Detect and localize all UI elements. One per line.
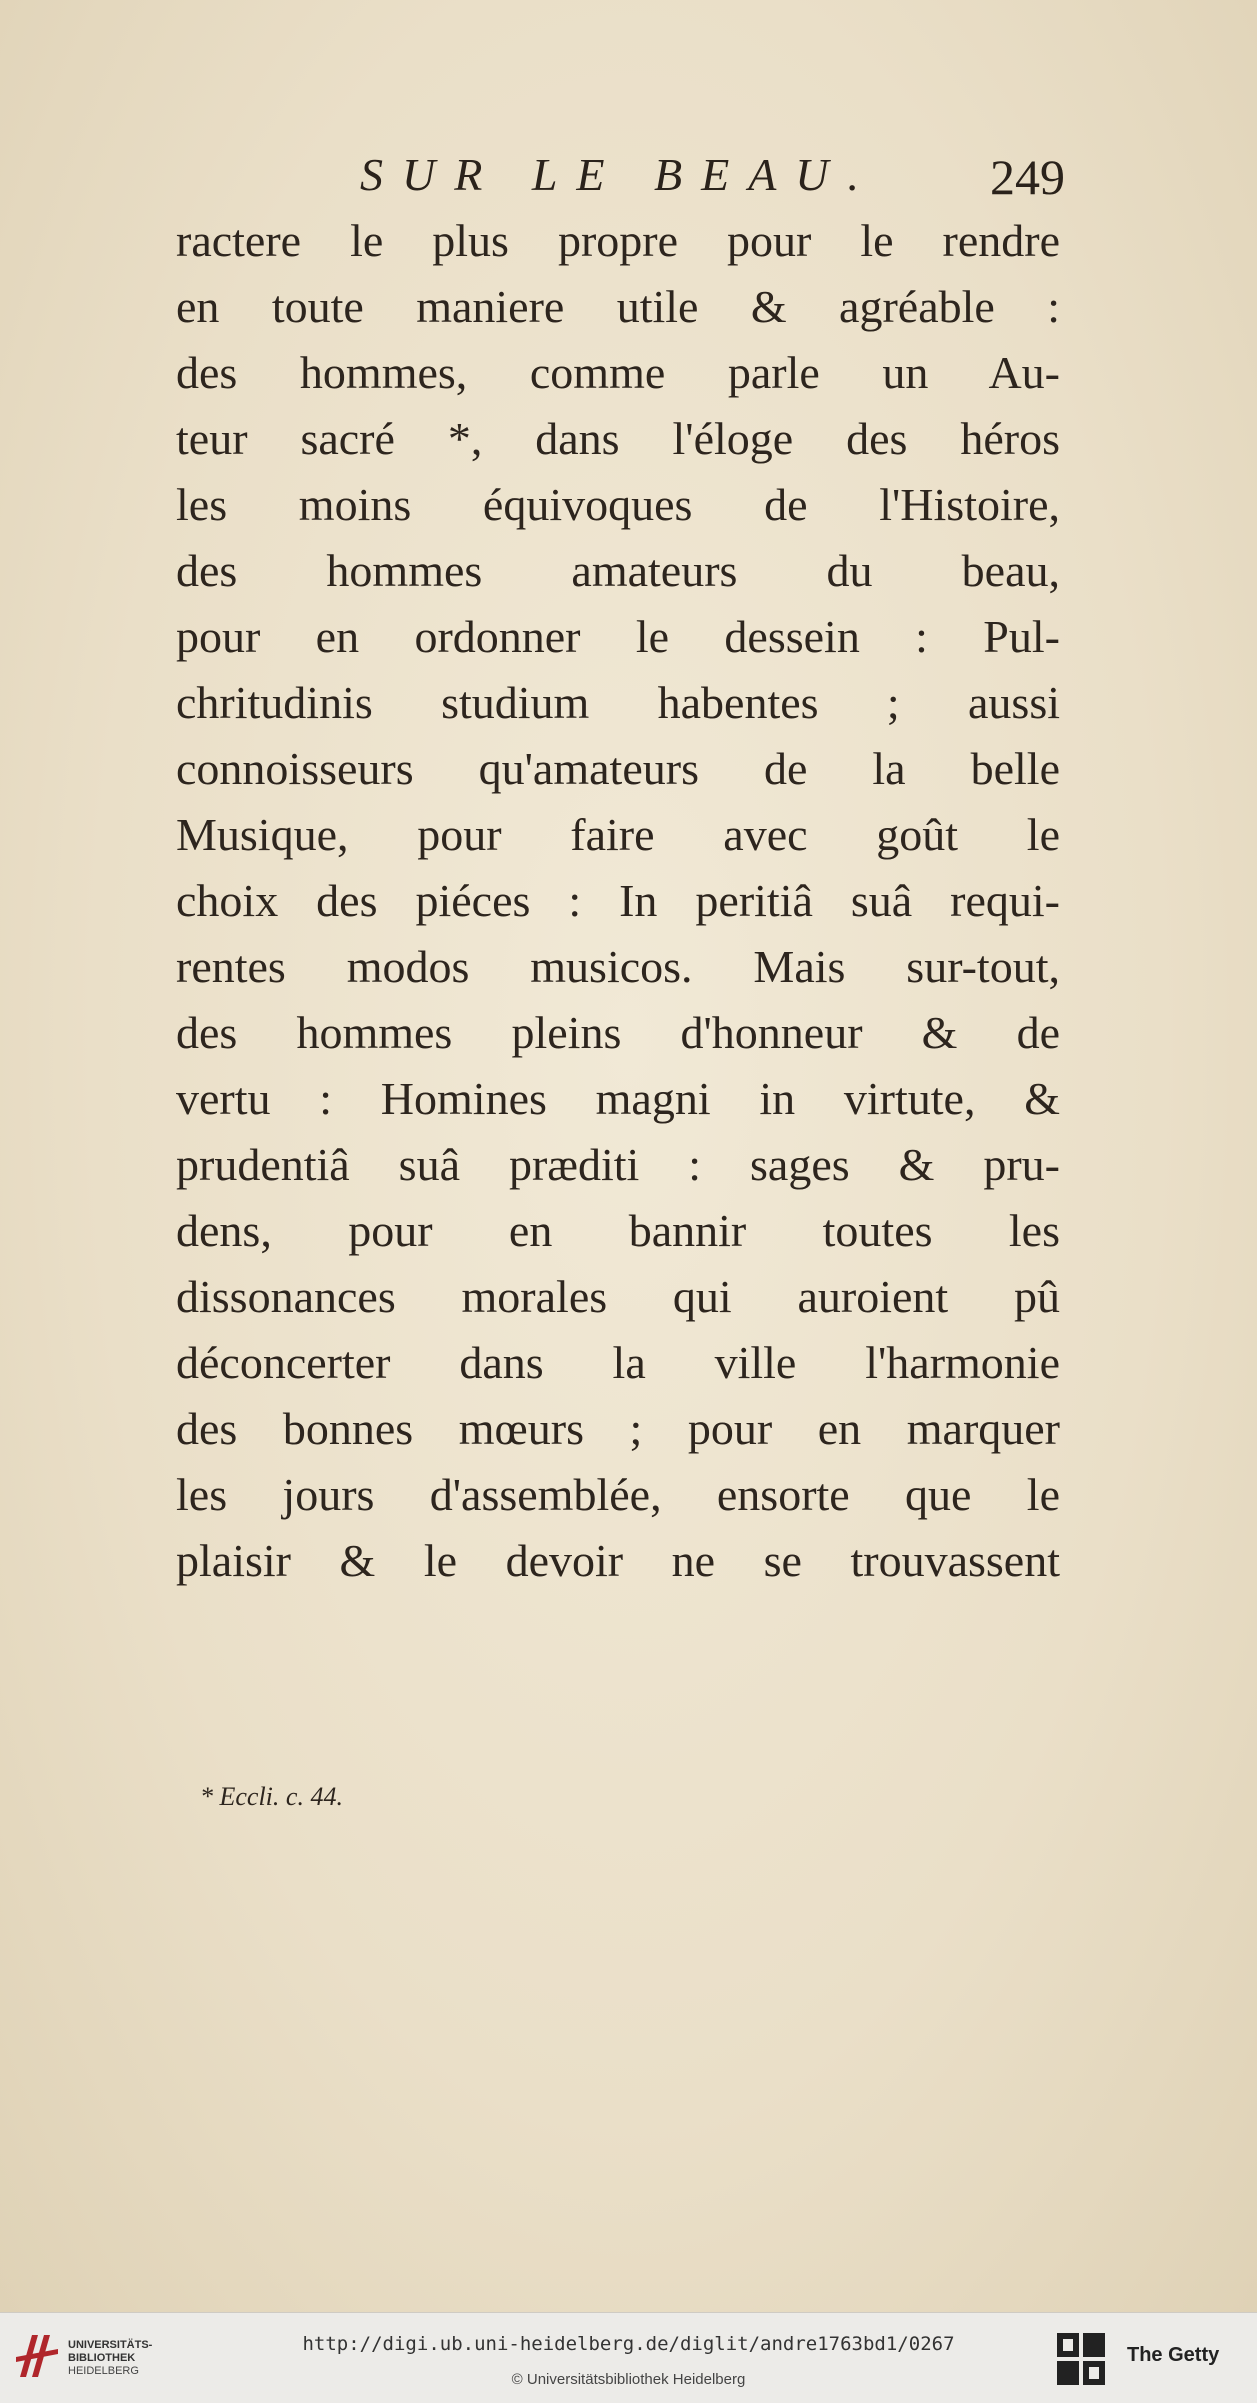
text-line: rentes modos musicos. Mais sur-tout,: [176, 941, 1060, 992]
text-line: chritudinis studium habentes ; aussi: [176, 677, 1060, 728]
text-line: prudentiâ suâ præditi : sages & pru-: [176, 1139, 1060, 1190]
text-line: vertu : Homines magni in virtute, &: [176, 1073, 1060, 1124]
body-text: [176, 208, 1060, 1594]
university-line: HEIDELBERG: [68, 2365, 139, 2377]
text-line: teur sacré *, dans l'éloge des héros: [176, 413, 1060, 464]
page-number: 249: [990, 149, 1065, 205]
text-line: pour en ordonner le dessein : Pul-: [176, 611, 1060, 662]
page-header: [360, 148, 1065, 208]
text-line: des hommes, comme parle un Au-: [176, 347, 1060, 398]
text-line: Musique, pour faire avec goût le: [176, 809, 1060, 860]
partner-name: The Getty: [1127, 2344, 1220, 2366]
text-line: en toute maniere utile & agréable :: [176, 281, 1060, 332]
footnote: * Eccli. c. 44.: [200, 1782, 343, 1811]
text-line: des bonnes mœurs ; pour en marquer: [176, 1403, 1060, 1454]
text-line: déconcerter dans la ville l'harmonie: [176, 1337, 1060, 1388]
text-line: les jours d'assemblée, ensorte que le: [176, 1469, 1060, 1520]
text-line: connoisseurs qu'amateurs de la belle: [176, 743, 1060, 794]
text-line: choix des piéces : In peritiâ suâ requi-: [176, 875, 1060, 926]
permalink-url[interactable]: http://digi.ub.uni-heidelberg.de/diglit/andre1763bd1/0267: [302, 2333, 955, 2355]
copyright-notice: © Universitätsbibliothek Heidelberg: [511, 2371, 746, 2388]
running-title: SUR LE BEAU.: [360, 149, 879, 200]
text-line: plaisir & le devoir ne se trouvassent: [176, 1535, 1060, 1586]
text-line: des hommes amateurs du beau,: [176, 545, 1060, 596]
text-line: dens, pour en bannir toutes les: [176, 1205, 1060, 1256]
getty-logo-icon[interactable]: [1055, 2331, 1109, 2387]
text-line: des hommes pleins d'honneur & de: [176, 1007, 1060, 1058]
text-line: dissonances morales qui auroient pû: [176, 1271, 1060, 1322]
university-line: BIBLIOTHEK: [68, 2352, 136, 2364]
university-line: UNIVERSITÄTS-: [68, 2339, 153, 2351]
text-line: ractere le plus propre pour le rendre: [176, 215, 1060, 266]
text-line: les moins équivoques de l'Histoire,: [176, 479, 1060, 530]
viewer-footer: [0, 2312, 1257, 2403]
